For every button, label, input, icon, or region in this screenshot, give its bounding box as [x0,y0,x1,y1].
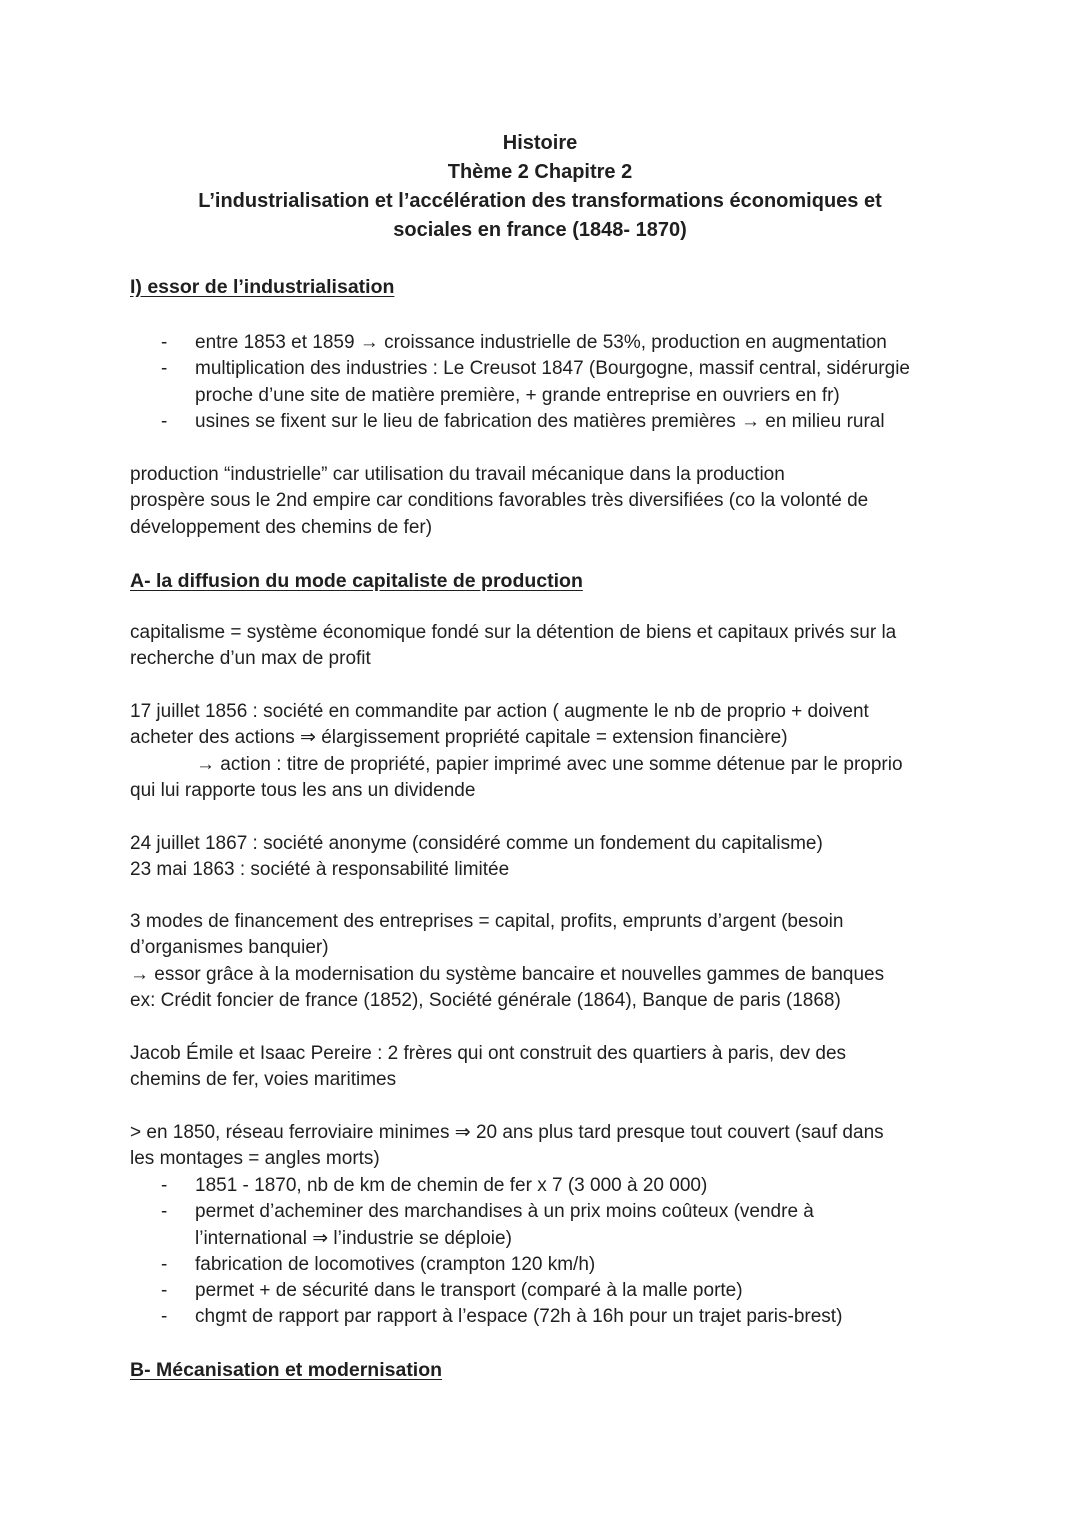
bullet-dash: - [161,1280,168,1302]
list-item: - multiplication des industries : Le Creusot 1847 (Bourgogne, massif central, sidérurgie proche d’une site de matière première, + grande entreprise en ouvriers en fr) [161,358,910,406]
reseau-ferroviaire-paragraph: > en 1850, réseau ferroviaire minimes ⇒ 20 ans plus tard presque tout couvert (sauf dans les montages = angles morts) [130,1122,884,1170]
section-1-bullets [130,330,960,435]
title-main-line2: sociales en france (1848- 1870) [393,219,687,241]
bullet-dash: - [161,1253,168,1275]
bullet-dash: - [161,1175,168,1196]
list-item: - entre 1853 et 1859 → croissance industrielle de 53%, production en augmentation [130,330,960,356]
list-item: - permet d’acheminer des marchandises à un prix moins coûteux (vendre à l’international ⇒ l’industrie se déploie) [161,1201,814,1249]
title-main-line1: L’industrialisation et l’accélération des transformations économiques et [198,190,882,212]
list-item: - 1851 - 1870, nb de km de chemin de fer x 7 (3 000 à 20 000) [130,1173,960,1199]
title-chapter: Thème 2 Chapitre 2 [447,161,633,183]
section-b-heading: B- Mécanisation et modernisation [130,1359,443,1381]
commandite-paragraph: 17 juillet 1856 : société en commandite par action ( augmente le nb de proprio + doivent acheter des actions ⇒ élargissement propriété capitale = extension financière) → action : titre de propriété, papier imprimé avec une somme détenue par le proprio qui lui rapporte tous les ans un dividende [130,701,903,801]
bullet-dash: - [161,1201,168,1223]
societes-dates: 24 juillet 1867 : société anonyme (considéré comme un fondement du capitalisme) 23 mai 1863 : société à responsabilité limitée [130,833,823,881]
bullet-dash: - [161,358,168,380]
section-1-heading: I) essor de l’industrialisation [130,276,395,298]
bullet-dash: - [161,1306,168,1328]
section-1-paragraph: production “industrielle” car utilisation du travail mécanique dans la production prospère sous le 2nd empire car conditions favorables très diversifiées (co la volonté de développement des chemins de fer) [130,464,869,538]
bullet-dash: - [161,410,168,432]
chemin-de-fer-bullets [130,1173,960,1331]
capitalisme-definition: capitalisme = système économique fondé sur la détention de biens et capitaux privés sur la recherche d’un max de profit [130,622,897,670]
list-item: - usines se fixent sur le lieu de fabrication des matières premières → en milieu rural [130,409,960,435]
financement-paragraph: 3 modes de financement des entreprises = capital, profits, emprunts d’argent (besoin d’organismes banquier) → essor grâce à la modernisation du système bancaire et nouvelles gammes de banques ex: Crédit foncier de france (1852), Société générale (1864), Banque de paris (1868) [130,911,885,1011]
list-item: - chgmt de rapport par rapport à l’espace (72h à 16h pour un trajet paris-brest) [130,1304,960,1330]
section-a-heading: A- la diffusion du mode capitaliste de production [130,570,583,592]
list-item: - fabrication de locomotives (crampton 120 km/h) [130,1252,960,1278]
pereire-paragraph: Jacob Émile et Isaac Pereire : 2 frères qui ont construit des quartiers à paris, dev des chemins de fer, voies maritimes [130,1043,847,1091]
bullet-dash: - [161,332,168,353]
document-title [0,129,1080,245]
list-item: - permet + de sécurité dans le transport (comparé à la malle porte) [130,1278,960,1304]
title-subject: Histoire [502,132,578,154]
